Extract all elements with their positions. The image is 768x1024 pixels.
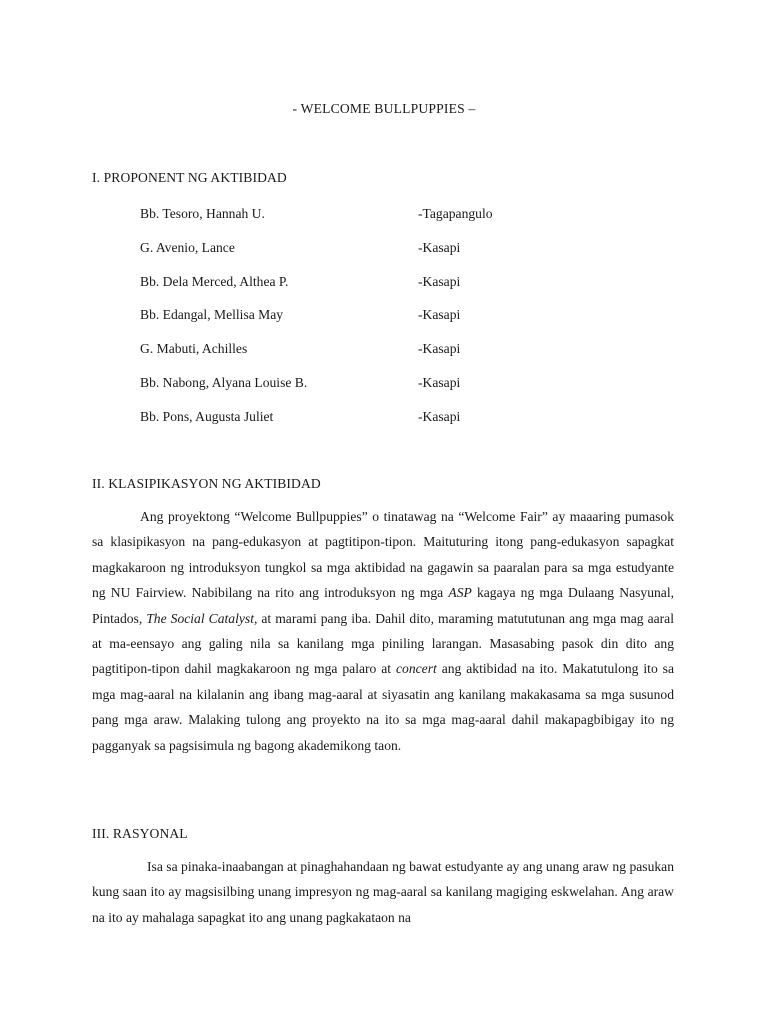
member-row	[140, 307, 660, 325]
emphasis-text: ASP	[448, 585, 472, 601]
member-role: -Kasapi	[418, 409, 461, 424]
document-title: - WELCOME BULLPUPPIES –	[292, 101, 476, 116]
member-row	[140, 240, 660, 258]
paragraph-klasipikasyon	[92, 504, 674, 758]
member-role: -Kasapi	[418, 341, 461, 356]
emphasis-text: concert	[396, 661, 437, 677]
paragraph-text: at marami pang iba. Dahil dito, maraming matututunan ang mga mag aaral at ma-eensayo ang galing nila sa kanilang mga piniling larangan. Masasabing pasok din dito ang pagtitipon-tipon dahil magkakaroon ng mga palaro at	[92, 610, 674, 677]
paragraph-text: ang aktibidad na ito. Makatutulong ito sa mga mag-aaral na kilalanin ang ibang mag-aaral at siyasatin ang kanilang makakasama sa mga susunod pang mga araw. Malaking tulong ang proyekto na ito sa mga mag-aaral dahil makapagbibigay ito ng pagganyak sa pagsisimula ng bagong akademikong taon.	[92, 661, 674, 753]
member-role: -Kasapi	[418, 240, 461, 255]
member-name: Bb. Dela Merced, Althea P.	[140, 274, 289, 289]
member-name: G. Avenio, Lance	[140, 240, 235, 255]
section-heading-klasipikasyon: II. KLASIPIKASYON NG AKTIBIDAD	[92, 476, 321, 491]
member-row	[140, 206, 660, 224]
member-name: Bb. Nabong, Alyana Louise B.	[140, 375, 308, 390]
paragraph-rasyonal	[92, 854, 674, 930]
section-heading-proponent: I. PROPONENT NG AKTIBIDAD	[92, 170, 287, 185]
member-role: -Kasapi	[418, 307, 461, 322]
member-role: -Kasapi	[418, 375, 461, 390]
member-name: G. Mabuti, Achilles	[140, 341, 248, 356]
member-name: Bb. Pons, Augusta Juliet	[140, 409, 274, 424]
paragraph-text: Isa sa pinaka-inaabangan at pinaghahandaan ng bawat estudyante ay ang unang araw ng pasukan kung saan ito ay magsisilbing unang impresyon ng mag-aaral sa kanilang magiging eskwelahan. Ang araw na ito ay mahalaga sapagkat ito ang unang pagkakataon na	[92, 859, 674, 925]
member-name: Bb. Tesoro, Hannah U.	[140, 206, 265, 221]
paragraph-text: Ang proyektong “Welcome Bullpuppies” o tinatawag na “Welcome Fair” ay maaaring pumasok sa klasipikasyon na pang-edukasyon at pagtitipon-tipon. Maituturing itong pang-edukasyon sapagkat magkakaroon ng introduksyon tungkol sa mga aktibidad na gagawin sa paaralan para sa mga estudyante ng NU Fairview. Nabibilang na rito ang introduksyon ng mga	[92, 509, 674, 601]
member-row	[140, 409, 660, 427]
emphasis-text: The Social Catalyst,	[146, 610, 258, 626]
section-heading-rasyonal: III. RASYONAL	[92, 826, 188, 841]
member-name: Bb. Edangal, Mellisa May	[140, 307, 284, 322]
member-row	[140, 274, 660, 292]
member-row	[140, 375, 660, 393]
member-role: -Kasapi	[418, 274, 461, 289]
paragraph-text: kagaya ng mga Dulaang Nasyunal, Pintados,	[92, 585, 674, 626]
member-role: -Tagapangulo	[418, 206, 493, 221]
member-row	[140, 341, 660, 359]
